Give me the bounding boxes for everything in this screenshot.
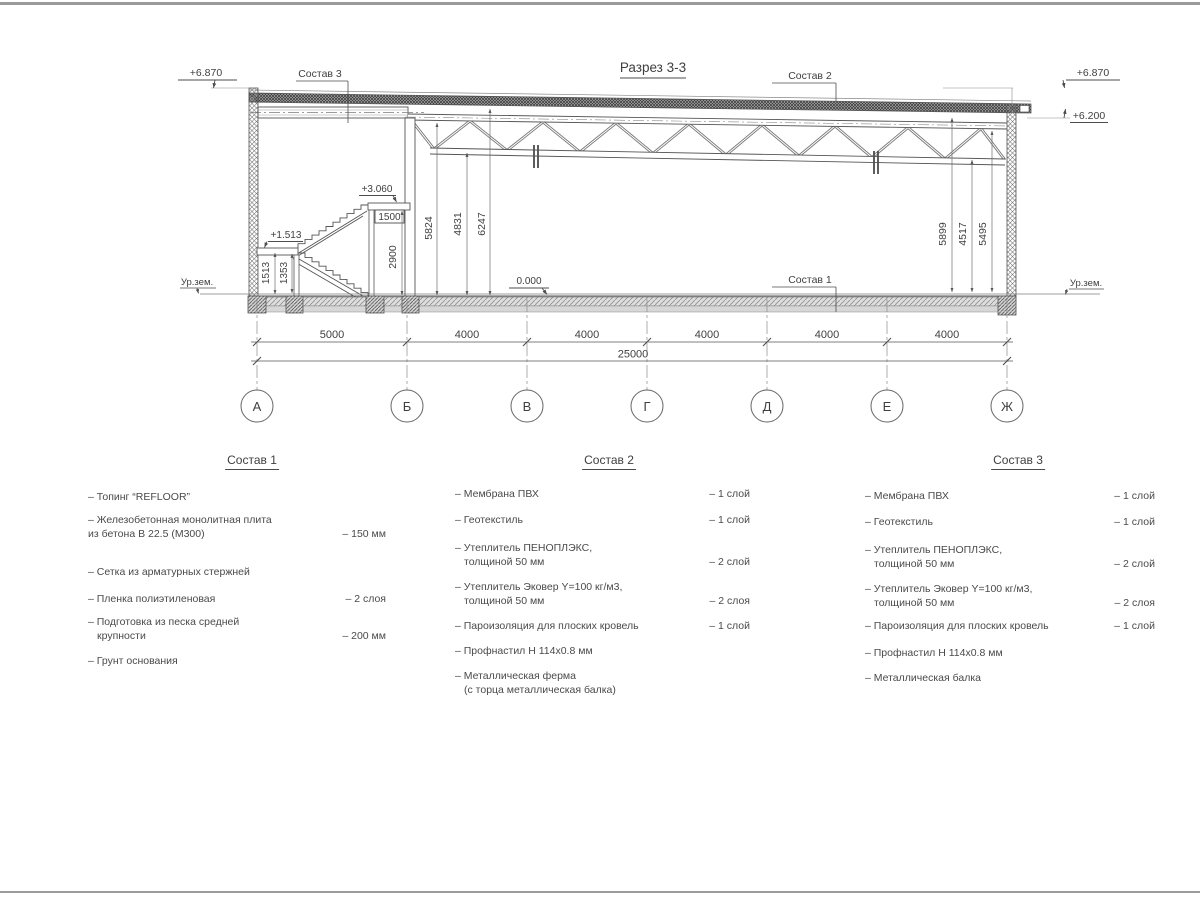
- item-value: – 150 мм: [342, 527, 386, 540]
- axis-bubbles: [241, 390, 1023, 422]
- dim-value: 5824: [423, 216, 435, 240]
- top-landing: [368, 203, 410, 210]
- leader-label: Состав 1: [788, 274, 832, 286]
- dim-value: 4000: [574, 329, 600, 341]
- item-text: – Топинг “REFLOOR”: [88, 491, 191, 503]
- axis-label: Е: [882, 399, 892, 414]
- elevation-mark-left-top: [178, 67, 249, 88]
- list-item: [455, 581, 750, 608]
- roof-beam: [250, 107, 424, 118]
- vertical-dims-right: [952, 118, 992, 292]
- dim-value: 5000: [319, 329, 345, 341]
- dim-value: 4000: [934, 329, 960, 341]
- bay-dimension-row: [251, 329, 1013, 346]
- ground-label: Ур.зем.: [1069, 278, 1103, 289]
- dim-value: 2900: [387, 245, 399, 269]
- list-title: Состав 3: [991, 454, 1045, 470]
- lower-flight-steps: [298, 253, 368, 297]
- list-item: [88, 593, 386, 607]
- item-text: толщиной 50 мм: [464, 555, 545, 568]
- list-item: [455, 514, 750, 528]
- list-item: [865, 583, 1155, 610]
- window-top-border: [0, 2, 1200, 5]
- elevation-mark-right-eave: [1027, 109, 1108, 123]
- list-item: [865, 672, 1155, 686]
- dim-value: 25000: [617, 348, 649, 361]
- item-text: толщиной 50 мм: [874, 596, 955, 609]
- list-item: [865, 544, 1155, 571]
- item-text: – Пароизоляция для плоских кровель: [865, 620, 1049, 632]
- item-text: – Утеплитель Эковер Y=100 кг/м3,: [865, 583, 1033, 595]
- list-item: [88, 491, 386, 505]
- list-item: [88, 616, 386, 643]
- right-wall: [1007, 104, 1016, 297]
- elevation-value: +1.513: [270, 230, 302, 241]
- dim-value: 1500: [378, 212, 401, 223]
- dim-value: 5899: [937, 222, 949, 246]
- item-value: – 1 слой: [709, 514, 750, 526]
- axis-label: А: [252, 399, 262, 414]
- truss-top-chord: [405, 114, 1010, 129]
- list-title: Состав 2: [582, 454, 636, 470]
- ground-level-left: [180, 277, 216, 294]
- list-item: [88, 566, 386, 580]
- elevation-mark-right-top: [943, 67, 1120, 104]
- landing-support-wall: [369, 210, 374, 297]
- elevation-mark-stair-landing: [265, 230, 304, 248]
- material-list-sostav2: [455, 450, 750, 705]
- item-text: – Грунт основания: [88, 655, 178, 667]
- vertical-dims-left: [275, 109, 490, 295]
- item-text: из бетона В 22.5 (М300): [88, 527, 205, 540]
- item-text: – Утеплитель ПЕНОПЛЭКС,: [865, 544, 1003, 556]
- item-text: – Геотекстиль: [455, 514, 523, 526]
- left-wall: [249, 88, 258, 297]
- material-list-sostav3: [865, 450, 1155, 705]
- dim-value: 4000: [814, 329, 840, 341]
- item-value: – 1 слой: [709, 488, 750, 500]
- item-text: толщиной 50 мм: [464, 594, 545, 607]
- item-text: – Сетка из арматурных стержней: [88, 566, 250, 578]
- elevation-mark-zero: [509, 276, 549, 295]
- item-text: – Пленка полиэтиленовая: [88, 593, 216, 605]
- item-text: – Утеплитель ПЕНОПЛЭКС,: [455, 542, 593, 554]
- landing-support-wall: [294, 255, 299, 297]
- list-item: [455, 645, 750, 659]
- item-text: – Мембрана ПВХ: [455, 488, 539, 500]
- item-value: – 200 мм: [342, 629, 386, 642]
- dim-value: 4000: [694, 329, 720, 341]
- item-text: – Металлическая ферма: [455, 670, 576, 682]
- dim-value: 1353: [279, 261, 290, 285]
- dim-value: 4831: [452, 212, 464, 236]
- item-value: – 1 слой: [1114, 490, 1155, 502]
- list-item: [865, 647, 1155, 661]
- item-text: – Профнастил Н 114х0.8 мм: [865, 647, 1003, 659]
- elevation-value: +6.870: [189, 67, 223, 79]
- dim-value: 4000: [454, 329, 480, 341]
- leader-label: Состав 2: [788, 70, 832, 82]
- leader-sostav2: [772, 70, 836, 101]
- leader-label: Состав 3: [298, 68, 342, 80]
- dim-value: 1513: [261, 261, 272, 285]
- list-item: [455, 670, 750, 697]
- section-drawing: [0, 0, 1200, 445]
- window-bottom-border: [0, 891, 1200, 893]
- item-text: – Пароизоляция для плоских кровель: [455, 620, 639, 632]
- item-value: – 1 слой: [709, 620, 750, 632]
- item-text: – Подготовка из песка средней: [88, 616, 240, 628]
- list-item: [455, 620, 750, 634]
- item-text: – Мембрана ПВХ: [865, 490, 949, 502]
- list-item: [455, 542, 750, 569]
- item-text: крупности: [97, 629, 146, 642]
- total-dimension-row: [251, 349, 1013, 366]
- elevation-value: +3.060: [361, 184, 393, 195]
- item-value: – 2 слой: [1114, 557, 1155, 570]
- item-value: – 1 слой: [1114, 516, 1155, 528]
- drawing-title: [620, 60, 686, 78]
- material-list-sostav1: [88, 450, 386, 705]
- item-text: (с торца металлическая балка): [464, 683, 616, 696]
- item-text: – Железобетонная монолитная плита: [88, 514, 272, 526]
- section-title-text: Разрез 3-3: [619, 60, 687, 75]
- dim-stair-width: [375, 210, 404, 223]
- dim-value: 6247: [476, 212, 488, 236]
- item-value: – 2 слоя: [345, 593, 386, 605]
- item-text: толщиной 50 мм: [874, 557, 955, 570]
- mid-landing: [257, 248, 298, 255]
- floor-slab: [200, 294, 1100, 312]
- upper-flight-steps: [298, 205, 368, 248]
- list-item: [88, 514, 386, 541]
- axis-label: Б: [402, 399, 412, 414]
- dim-value: 5495: [977, 222, 989, 246]
- list-item: [88, 655, 386, 669]
- axis-label: Г: [643, 399, 651, 414]
- axis-label: Ж: [1000, 399, 1014, 414]
- list-title: Состав 1: [225, 454, 279, 470]
- ground-level-right: [1066, 278, 1105, 295]
- item-text: – Профнастил Н 114х0.8 мм: [455, 645, 593, 657]
- axis-label: В: [522, 399, 532, 414]
- elevation-value: 0.000: [516, 276, 542, 287]
- item-value: – 2 слой: [709, 555, 750, 568]
- list-item: [455, 488, 750, 502]
- list-item: [865, 620, 1155, 634]
- elevation-value: +6.870: [1076, 67, 1110, 79]
- item-text: – Утеплитель Эковер Y=100 кг/м3,: [455, 581, 623, 593]
- dim-value: 4517: [957, 222, 969, 246]
- list-item: [865, 490, 1155, 504]
- item-value: – 1 слой: [1114, 620, 1155, 632]
- axis-label: Д: [762, 399, 772, 414]
- elevation-mark-stair-top: [359, 184, 397, 202]
- item-value: – 2 слоя: [709, 594, 750, 607]
- ground-label: Ур.зем.: [180, 277, 214, 288]
- item-value: – 2 слоя: [1114, 596, 1155, 609]
- list-item: [865, 516, 1155, 530]
- elevation-value: +6.200: [1072, 110, 1106, 122]
- item-text: – Металлическая балка: [865, 672, 981, 684]
- cornice-tip: [1020, 106, 1029, 113]
- item-text: – Геотекстиль: [865, 516, 933, 528]
